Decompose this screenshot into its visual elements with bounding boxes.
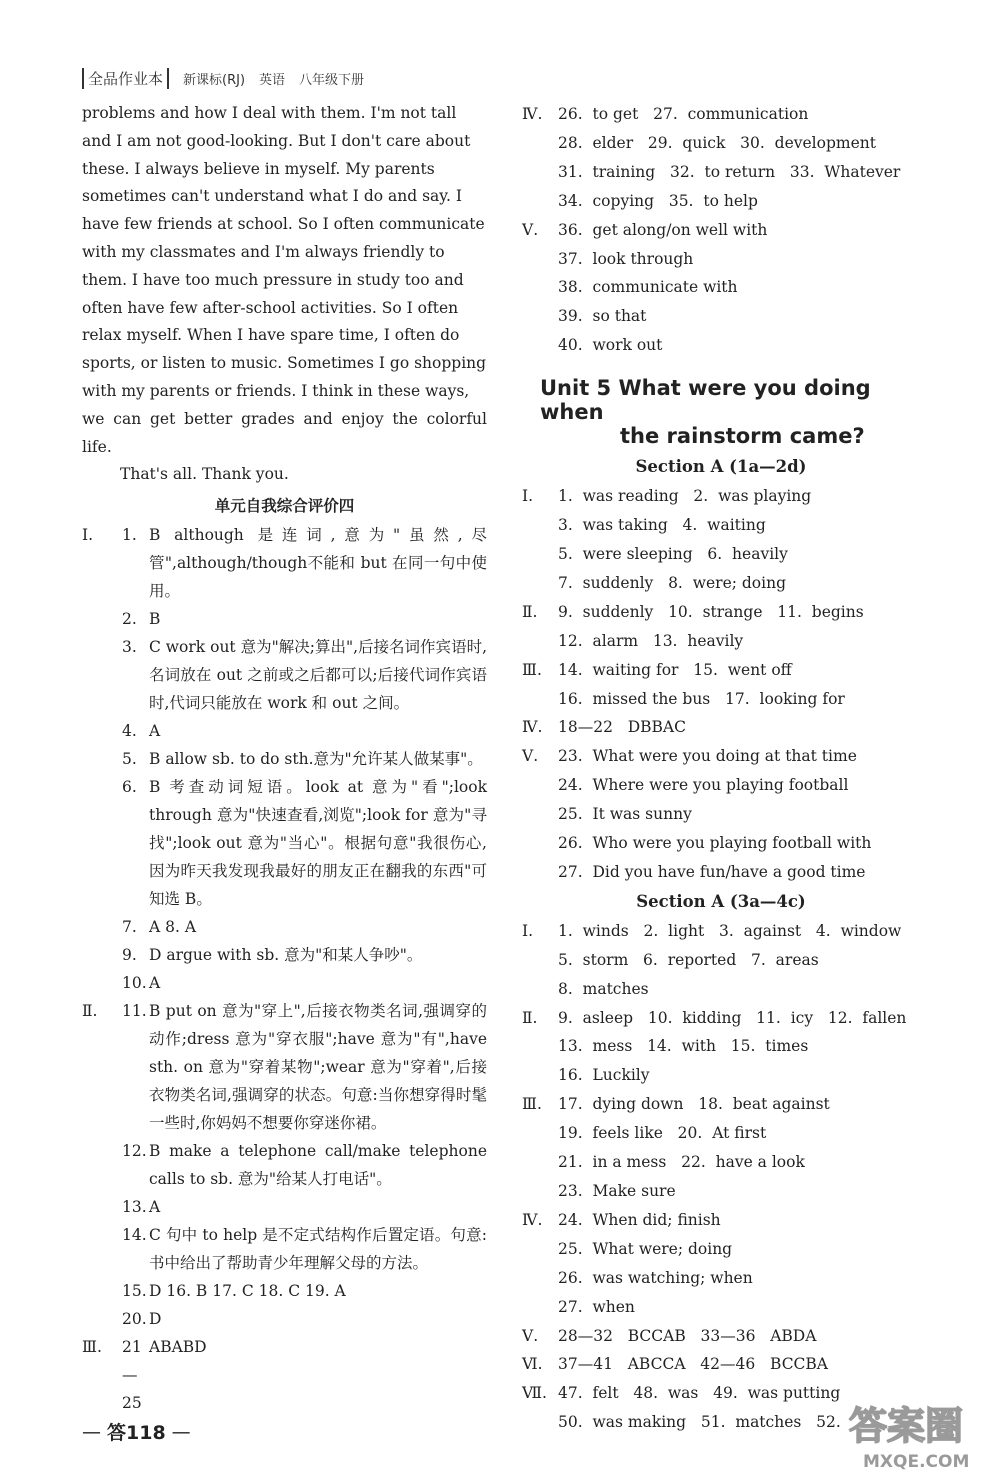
item-explanation: B make a telephone call/make telephone calls to sb. 意为"给某人打电话"。 bbox=[149, 1142, 487, 1189]
item-number: 10. bbox=[122, 974, 147, 993]
roman-numeral bbox=[522, 975, 558, 1004]
answer-text: 25. What were; doing bbox=[558, 1239, 733, 1258]
answer-text: 26. was watching; when bbox=[558, 1268, 753, 1287]
roman-numeral bbox=[82, 605, 122, 633]
answer-text: 50. was making 51. matches 52. bbox=[558, 1413, 841, 1432]
answer-row bbox=[522, 1293, 920, 1322]
item-explanation: A bbox=[149, 1198, 161, 1217]
footer-dash-right: — bbox=[171, 1420, 191, 1443]
roman-numeral bbox=[522, 302, 558, 331]
answer-row bbox=[522, 511, 920, 540]
answer-text: 1. winds 2. light 3. against 4. window bbox=[558, 921, 902, 940]
roman-numeral bbox=[522, 511, 558, 540]
watermark-text: 答案圈 bbox=[849, 1404, 964, 1448]
roman-numeral bbox=[82, 1277, 122, 1305]
section2-answers bbox=[522, 917, 920, 1437]
roman-numeral bbox=[522, 1119, 558, 1148]
item-explanation: D argue with sb. 意为"和某人争吵"。 bbox=[149, 946, 423, 965]
answer-text: 13. mess 14. with 15. times bbox=[558, 1037, 809, 1056]
item-number: 2. bbox=[122, 610, 137, 629]
item-number: 13. bbox=[122, 1198, 147, 1217]
answer-text: 14. waiting for 15. went off bbox=[558, 660, 792, 679]
answer-text: 1. was reading 2. was playing bbox=[558, 487, 812, 506]
answer-row bbox=[522, 917, 920, 946]
roman-numeral bbox=[522, 158, 558, 187]
answer-row bbox=[522, 1119, 920, 1148]
answer-text: 39. so that bbox=[558, 307, 647, 326]
answer-row bbox=[522, 187, 920, 216]
roman-numeral bbox=[522, 1061, 558, 1090]
left-column bbox=[82, 100, 487, 1417]
section1-answers bbox=[522, 482, 920, 887]
page-footer bbox=[82, 1418, 191, 1445]
continued-answers bbox=[522, 100, 920, 360]
unit-title-line2: the rainstorm came? bbox=[620, 424, 865, 449]
item-explanation: A bbox=[149, 722, 161, 741]
essay-line: these. I always believe in myself. My parents bbox=[82, 159, 435, 178]
roman-numeral bbox=[82, 773, 122, 913]
answer-row bbox=[522, 540, 920, 569]
answer-item bbox=[82, 913, 487, 941]
answer-text: 26. to get 27. communication bbox=[558, 105, 809, 123]
answer-item bbox=[82, 1277, 487, 1305]
answer-row bbox=[522, 1090, 920, 1119]
answer-row bbox=[522, 1322, 920, 1351]
answer-row bbox=[522, 1148, 920, 1177]
answer-text: 23. What were you doing at that time bbox=[558, 747, 857, 766]
answer-row bbox=[522, 1004, 920, 1033]
roman-numeral bbox=[522, 1177, 558, 1206]
item-explanation: ABABD bbox=[149, 1338, 207, 1357]
essay-closing: That's all. Thank you. bbox=[120, 465, 289, 484]
roman-numeral bbox=[522, 1235, 558, 1264]
watermark-logo bbox=[845, 1395, 995, 1475]
roman-numeral bbox=[522, 627, 558, 656]
roman-numeral bbox=[522, 685, 558, 714]
roman-numeral: Ⅲ. bbox=[522, 1095, 542, 1114]
answer-row bbox=[522, 598, 920, 627]
roman-numeral: Ⅱ. bbox=[522, 602, 538, 621]
item-explanation: D 16. B 17. C 18. C 19. A bbox=[149, 1282, 346, 1301]
unit-title-line1: Unit 5 What were you doing when bbox=[540, 376, 871, 425]
answer-row bbox=[522, 1061, 920, 1090]
item-number: 9. bbox=[122, 946, 137, 965]
roman-numeral: Ⅲ. bbox=[82, 1338, 102, 1357]
answer-text: 27. when bbox=[558, 1297, 635, 1316]
item-explanation: B 考查动词短语。look at 意为"看";look through 意为"快速查看,浏览";look for 意为"寻找";look out 意为"当心"。根据句意"我很伤心,因为昨天我发现我最好的朋友正在翻我的东西"可知选 B。 bbox=[149, 778, 487, 909]
section-heading: Section A (1a—2d) bbox=[635, 457, 807, 477]
roman-numeral bbox=[522, 858, 558, 887]
item-explanation: B put on 意为"穿上",后接衣物类名词,强调穿的动作;dress 意为"穿衣服";have 意为"有",have sth. on 意为"穿着某物";wear 意为"穿着",后接衣物类名词,强调穿的状态。句意:当你想穿得时髦一些时,你妈妈不想要你穿迷你裙。 bbox=[149, 1002, 487, 1133]
item-explanation: C work out 意为"解决;算出",后接名词作宾语时,名词放在 out 之前或之后都可以;后接代词作宾语时,代词只能放在 work 和 out 之间。 bbox=[149, 638, 487, 713]
answer-text: 21. in a mess 22. have a look bbox=[558, 1153, 805, 1172]
essay-line: and I am not good-looking. But I don't care about bbox=[82, 131, 471, 150]
roman-numeral bbox=[522, 829, 558, 858]
roman-numeral bbox=[522, 800, 558, 829]
roman-numeral: Ⅴ. bbox=[522, 747, 539, 766]
answer-item bbox=[82, 941, 487, 969]
item-explanation: B although 是连词,意为"虽然,尽管",although/though不能和 but 在同一句中使用。 bbox=[149, 526, 487, 601]
answer-text: 37—41 ABCCA 42—46 BCCBA bbox=[558, 1355, 829, 1374]
essay-line: relax myself. When I have spare time, I often do bbox=[82, 326, 460, 345]
answer-row bbox=[522, 482, 920, 511]
answer-item bbox=[82, 605, 487, 633]
answer-text: 3. was taking 4. waiting bbox=[558, 516, 766, 535]
item-explanation: A bbox=[149, 974, 161, 993]
roman-numeral: Ⅰ. bbox=[522, 921, 534, 940]
answer-row bbox=[522, 858, 920, 887]
answer-row bbox=[522, 129, 920, 158]
roman-numeral bbox=[82, 941, 122, 969]
answer-text: 23. Make sure bbox=[558, 1182, 676, 1200]
roman-numeral bbox=[82, 745, 122, 773]
answer-text: 24. Where were you playing football bbox=[558, 776, 849, 795]
answer-row bbox=[522, 685, 920, 714]
answer-text: 27. Did you have fun/have a good time bbox=[558, 862, 866, 881]
item-number: 4. bbox=[122, 722, 137, 741]
roman-numeral bbox=[522, 1264, 558, 1293]
answer-row bbox=[522, 216, 920, 245]
answer-text: 36. get along/on well with bbox=[558, 220, 768, 239]
roman-numeral: Ⅱ. bbox=[82, 1002, 98, 1021]
roman-numeral bbox=[522, 1032, 558, 1061]
answer-text: 7. suddenly 8. were; doing bbox=[558, 573, 787, 592]
roman-numeral: Ⅰ. bbox=[82, 526, 94, 545]
answer-text: 31. training 32. to return 33. Whatever bbox=[558, 162, 901, 181]
answer-list bbox=[82, 521, 487, 1417]
answer-item bbox=[82, 969, 487, 997]
page-number: 答118 bbox=[107, 1422, 166, 1444]
item-number: 14. bbox=[122, 1226, 147, 1245]
roman-numeral: Ⅰ. bbox=[522, 487, 534, 506]
watermark-url: MXQE.COM bbox=[863, 1452, 970, 1472]
series-label: 新课标(RJ) bbox=[183, 73, 246, 88]
roman-numeral bbox=[82, 717, 122, 745]
answer-row bbox=[522, 158, 920, 187]
item-number: 20. bbox=[122, 1310, 147, 1329]
answer-item bbox=[82, 745, 487, 773]
answer-row bbox=[522, 1177, 920, 1206]
roman-numeral bbox=[522, 129, 558, 158]
unit-title bbox=[540, 376, 920, 448]
roman-numeral: Ⅲ. bbox=[522, 660, 542, 679]
section-title: 单元自我综合评价四 bbox=[214, 497, 355, 516]
answer-row bbox=[522, 1032, 920, 1061]
essay-line: problems and how I deal with them. I'm not tall bbox=[82, 104, 457, 122]
item-number: 15. bbox=[122, 1282, 147, 1301]
answer-text: 37. look through bbox=[558, 249, 694, 268]
essay-line: have few friends at school. So I often communicate bbox=[82, 215, 485, 234]
answer-row bbox=[522, 771, 920, 800]
answer-row bbox=[522, 273, 920, 302]
answer-text: 34. copying 35. to help bbox=[558, 191, 758, 210]
roman-numeral: Ⅳ. bbox=[522, 718, 543, 737]
roman-numeral bbox=[522, 245, 558, 274]
answer-row bbox=[522, 302, 920, 331]
section-heading: Section A (3a—4c) bbox=[636, 891, 806, 911]
roman-numeral bbox=[82, 1193, 122, 1221]
item-explanation: B bbox=[149, 610, 161, 629]
grade-label: 八年级下册 bbox=[299, 73, 365, 88]
item-number: 6. bbox=[122, 778, 137, 797]
item-explanation: A 8. A bbox=[149, 918, 197, 937]
answer-text: 5. were sleeping 6. heavily bbox=[558, 544, 788, 563]
answer-row bbox=[522, 656, 920, 685]
subject-label: 英语 bbox=[259, 73, 286, 88]
footer-dash-left: — bbox=[82, 1420, 101, 1443]
item-number: 7. bbox=[122, 918, 137, 937]
answer-text: 17. dying down 18. beat against bbox=[558, 1095, 830, 1114]
answer-row bbox=[522, 946, 920, 975]
roman-numeral bbox=[522, 569, 558, 598]
right-column bbox=[522, 100, 920, 1437]
answer-item bbox=[82, 997, 487, 1137]
essay-line: often have few after-school activities. So I often bbox=[82, 298, 459, 317]
roman-numeral bbox=[82, 969, 122, 997]
answer-item bbox=[82, 1221, 487, 1277]
answer-text: 9. suddenly 10. strange 11. begins bbox=[558, 602, 864, 621]
answer-row bbox=[522, 713, 920, 742]
essay-line: with my parents or friends. I think in these ways, bbox=[82, 381, 470, 400]
item-number: 12. bbox=[122, 1142, 147, 1161]
roman-numeral bbox=[522, 331, 558, 360]
roman-numeral bbox=[522, 1293, 558, 1322]
page-header bbox=[82, 68, 364, 89]
roman-numeral: Ⅵ. bbox=[522, 1355, 543, 1374]
answer-item bbox=[82, 633, 487, 717]
answer-item bbox=[82, 1305, 487, 1333]
answer-row bbox=[522, 569, 920, 598]
answer-item bbox=[82, 521, 487, 605]
answer-text: 8. matches bbox=[558, 979, 649, 998]
roman-numeral bbox=[522, 946, 558, 975]
roman-numeral bbox=[522, 1148, 558, 1177]
answer-text: 18—22 DBBAC bbox=[558, 718, 686, 737]
answer-row bbox=[522, 245, 920, 274]
item-number: 11. bbox=[122, 1002, 147, 1021]
answer-text: 9. asleep 10. kidding 11. icy 12. fallen bbox=[558, 1008, 907, 1027]
item-number: 5. bbox=[122, 750, 137, 769]
roman-numeral: Ⅶ. bbox=[522, 1384, 547, 1403]
essay bbox=[82, 100, 487, 489]
answer-text: 38. communicate with bbox=[558, 278, 738, 297]
item-number: 3. bbox=[122, 638, 137, 657]
answer-item bbox=[82, 717, 487, 745]
answer-text: 28—32 BCCAB 33—36 ABDA bbox=[558, 1326, 817, 1345]
roman-numeral bbox=[82, 913, 122, 941]
answer-row bbox=[522, 1235, 920, 1264]
answer-text: 26. Who were you playing football with bbox=[558, 834, 872, 853]
roman-numeral bbox=[522, 540, 558, 569]
answer-text: 28. elder 29. quick 30. development bbox=[558, 133, 876, 152]
answer-item bbox=[82, 1333, 487, 1417]
answer-text: 40. work out bbox=[558, 336, 663, 355]
answer-text: 12. alarm 13. heavily bbox=[558, 631, 744, 650]
roman-numeral bbox=[522, 273, 558, 302]
answer-text: 16. Luckily bbox=[558, 1066, 650, 1085]
answer-text: 16. missed the bus 17. looking for bbox=[558, 689, 845, 708]
essay-line: sometimes can't understand what I do and say. I bbox=[82, 187, 462, 206]
answer-item bbox=[82, 1193, 487, 1221]
roman-numeral bbox=[82, 633, 122, 717]
roman-numeral: Ⅱ. bbox=[522, 1008, 538, 1027]
answer-text: 47. felt 48. was 49. was putting bbox=[558, 1384, 841, 1403]
roman-numeral bbox=[522, 187, 558, 216]
roman-numeral bbox=[522, 1408, 558, 1437]
answer-text: 24. When did; finish bbox=[558, 1210, 721, 1229]
brand-label: 全品作业本 bbox=[82, 68, 169, 89]
answer-row bbox=[522, 331, 920, 360]
answer-row bbox=[522, 1264, 920, 1293]
answer-text: 5. storm 6. reported 7. areas bbox=[558, 950, 819, 969]
item-explanation: B allow sb. to do sth.意为"允许某人做某事"。 bbox=[149, 750, 483, 769]
roman-numeral: Ⅴ. bbox=[522, 220, 539, 239]
answer-row bbox=[522, 829, 920, 858]
answer-text: 19. feels like 20. At first bbox=[558, 1124, 767, 1143]
answer-text: 25. It was sunny bbox=[558, 805, 692, 824]
answer-row bbox=[522, 1206, 920, 1235]
roman-numeral: Ⅳ. bbox=[522, 1210, 543, 1229]
roman-numeral bbox=[82, 1221, 122, 1277]
answer-item bbox=[82, 773, 487, 913]
item-explanation: C 句中 to help 是不定式结构作后置定语。句意:书中给出了帮助青少年理解父母的方法。 bbox=[149, 1226, 487, 1273]
roman-numeral: Ⅴ. bbox=[522, 1326, 539, 1345]
answer-row bbox=[522, 975, 920, 1004]
roman-numeral bbox=[522, 771, 558, 800]
essay-line: them. I have too much pressure in study too and bbox=[82, 270, 464, 289]
essay-line: we can get better grades and enjoy the colorful life. bbox=[82, 409, 487, 456]
answer-row bbox=[522, 100, 920, 129]
item-number: 21—25 bbox=[122, 1338, 142, 1413]
essay-line: sports, or listen to music. Sometimes I go shopping bbox=[82, 354, 487, 373]
answer-item bbox=[82, 1137, 487, 1193]
item-explanation: D bbox=[149, 1310, 162, 1329]
answer-row bbox=[522, 627, 920, 656]
answer-row bbox=[522, 742, 920, 771]
essay-line: with my classmates and I'm always friendly to bbox=[82, 242, 445, 261]
answer-row bbox=[522, 1350, 920, 1379]
roman-numeral bbox=[82, 1305, 122, 1333]
roman-numeral bbox=[82, 1137, 122, 1193]
answer-row bbox=[522, 800, 920, 829]
roman-numeral: Ⅳ. bbox=[522, 105, 543, 123]
item-number: 1. bbox=[122, 526, 137, 545]
